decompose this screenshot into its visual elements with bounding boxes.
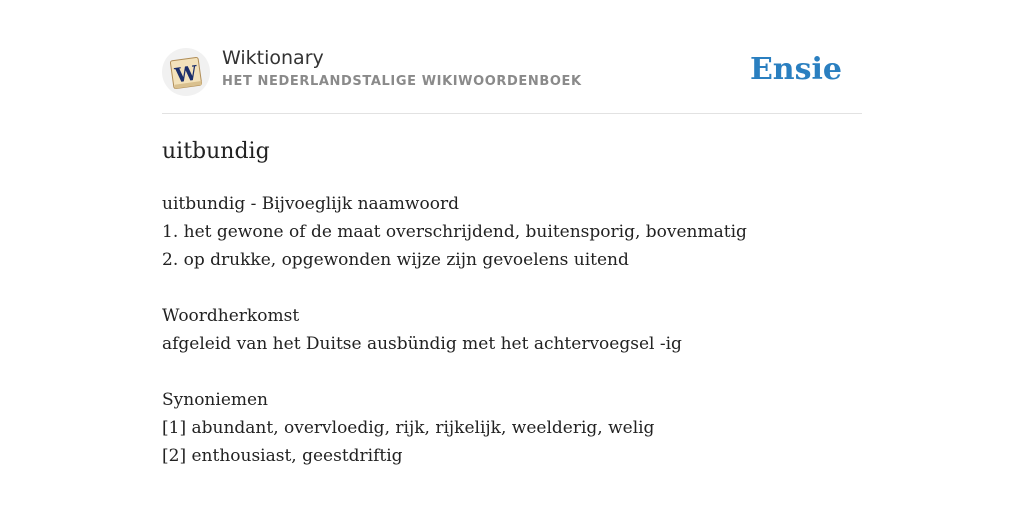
definition-item: 2. op drukke, opgewonden wijze zijn gevoelens uitend [162,250,629,270]
etymology-heading: Woordherkomst [162,306,300,326]
synonym-item: [2] enthousiast, geestdriftig [162,446,403,466]
spacer [162,358,862,386]
etymology-text: afgeleid van het Duitse ausbündig met het achtervoegsel -ig [162,334,682,354]
wiktionary-logo-icon[interactable] [162,48,210,96]
site-header [162,46,862,96]
site-name[interactable]: Wiktionary [222,47,324,69]
entry-body [162,190,862,470]
part-of-speech-line: uitbundig - Bijvoeglijk naamwoord [162,194,459,214]
synonym-item: [1] abundant, overvloedig, rijk, rijkelijk, weelderig, welig [162,418,655,438]
wiktionary-tile-icon [168,55,204,91]
header-divider [162,113,862,114]
synonyms-heading: Synoniemen [162,390,269,410]
entry-headword: uitbundig [162,139,270,164]
site-tagline: HET NEDERLANDSTALIGE WIKIWOORDENBOEK [222,74,582,89]
svg-text:W: W [173,60,199,88]
ensie-brand-link[interactable]: Ensie [749,52,842,87]
definition-item: 1. het gewone of de maat overschrijdend, buitensporig, bovenmatig [162,222,747,242]
spacer [162,274,862,302]
